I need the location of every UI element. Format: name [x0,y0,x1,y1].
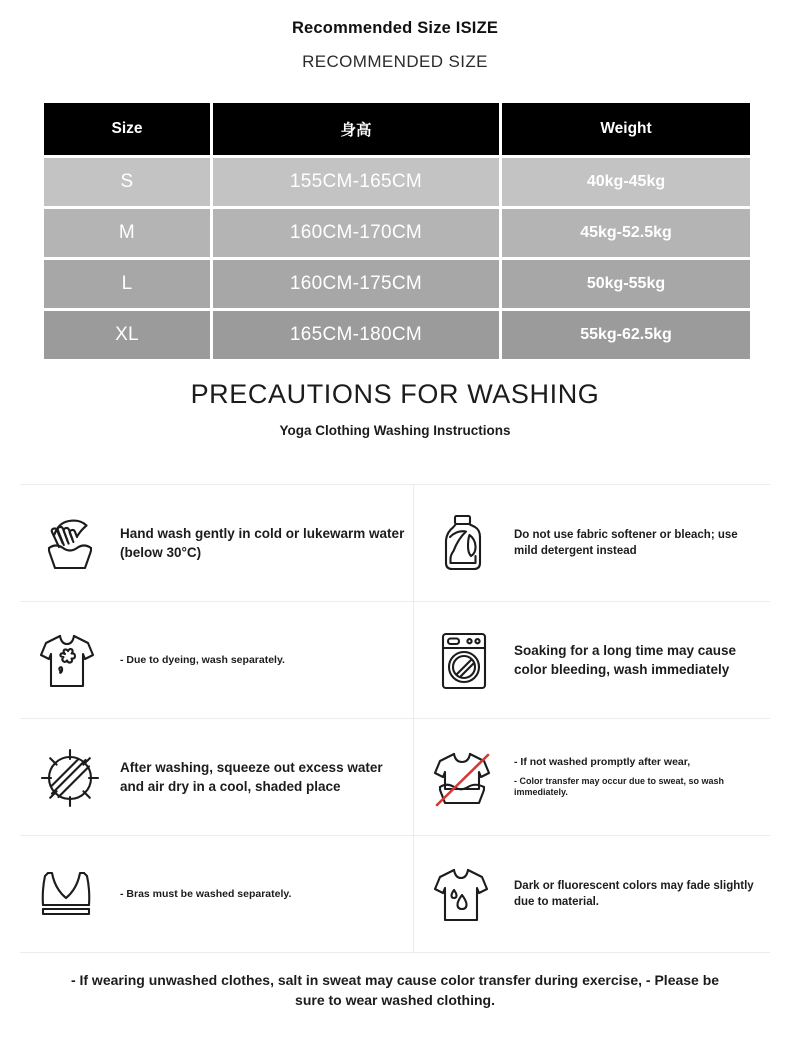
cell-size: XL [44,311,210,359]
no-soak-tshirt-icon [414,747,514,809]
instruction-item [20,836,414,953]
washing-machine-icon [414,629,514,693]
stained-tshirt-icon [20,630,120,692]
cell-weight: 45kg-52.5kg [502,209,750,257]
table-row [44,260,750,308]
instruction-item [20,602,414,719]
size-section-subtitle: RECOMMENDED SIZE [302,52,488,71]
cell-height: 165CM-180CM [213,311,499,359]
instruction-item [20,485,414,602]
instruction-item [20,719,414,836]
table-row [44,311,750,359]
instruction-item [414,719,770,836]
shade-dry-sun-icon [20,746,120,810]
column-header-weight: Weight [502,103,750,155]
footer-note: - If wearing unwashed clothes, salt in sweat may cause color transfer during exercise, - Please be sure to wear washed clothing. [70,972,720,1009]
instruction-text: After washing, squeeze out excess water and air dry in a cool, shaded place [120,760,383,794]
cell-size: S [44,158,210,206]
cell-height: 160CM-175CM [213,260,499,308]
size-chart-table [41,100,753,362]
cell-weight: 50kg-55kg [502,260,750,308]
cell-weight: 55kg-62.5kg [502,311,750,359]
instruction-text: - If not washed promptly after wear, [514,755,691,768]
cell-size: M [44,209,210,257]
instruction-text: Dark or fluorescent colors may fade slightly due to material. [514,880,754,908]
instruction-text: - Due to dyeing, wash separately. [120,653,285,666]
instruction-item [414,485,770,602]
washing-section-title: PRECAUTIONS FOR WASHING [190,379,600,409]
cell-height: 160CM-170CM [213,209,499,257]
instruction-row [20,485,770,602]
sports-bra-icon [20,865,120,925]
detergent-bottle-icon [414,513,514,575]
wet-tshirt-droplets-icon [414,864,514,926]
washing-section-subtitle: Yoga Clothing Washing Instructions [279,423,511,438]
instruction-text: Do not use fabric softener or bleach; use mild detergent instead [514,529,738,557]
size-section-title: Recommended Size ISIZE [291,19,499,37]
cell-weight: 40kg-45kg [502,158,750,206]
instruction-row [20,602,770,719]
instruction-subtext: - Color transfer may occur due to sweat, so wash immediately. [514,775,725,798]
instruction-item [414,602,770,719]
table-row [44,158,750,206]
instruction-row [20,719,770,836]
table-row [44,209,750,257]
washing-instructions-grid [20,484,770,953]
column-header-size: Size [44,103,210,155]
cell-size: L [44,260,210,308]
column-header-height: 身高 [213,103,499,155]
instruction-text: Soaking for a long time may cause color bleeding, wash immediately [514,643,737,677]
instruction-text: Hand wash gently in cold or lukewarm water (below 30°C) [120,526,405,560]
table-header-row [44,103,750,155]
cell-height: 155CM-165CM [213,158,499,206]
hand-wash-basin-icon [20,514,120,574]
instruction-row [20,836,770,953]
instruction-item [414,836,770,953]
instruction-text: - Bras must be washed separately. [120,887,292,900]
